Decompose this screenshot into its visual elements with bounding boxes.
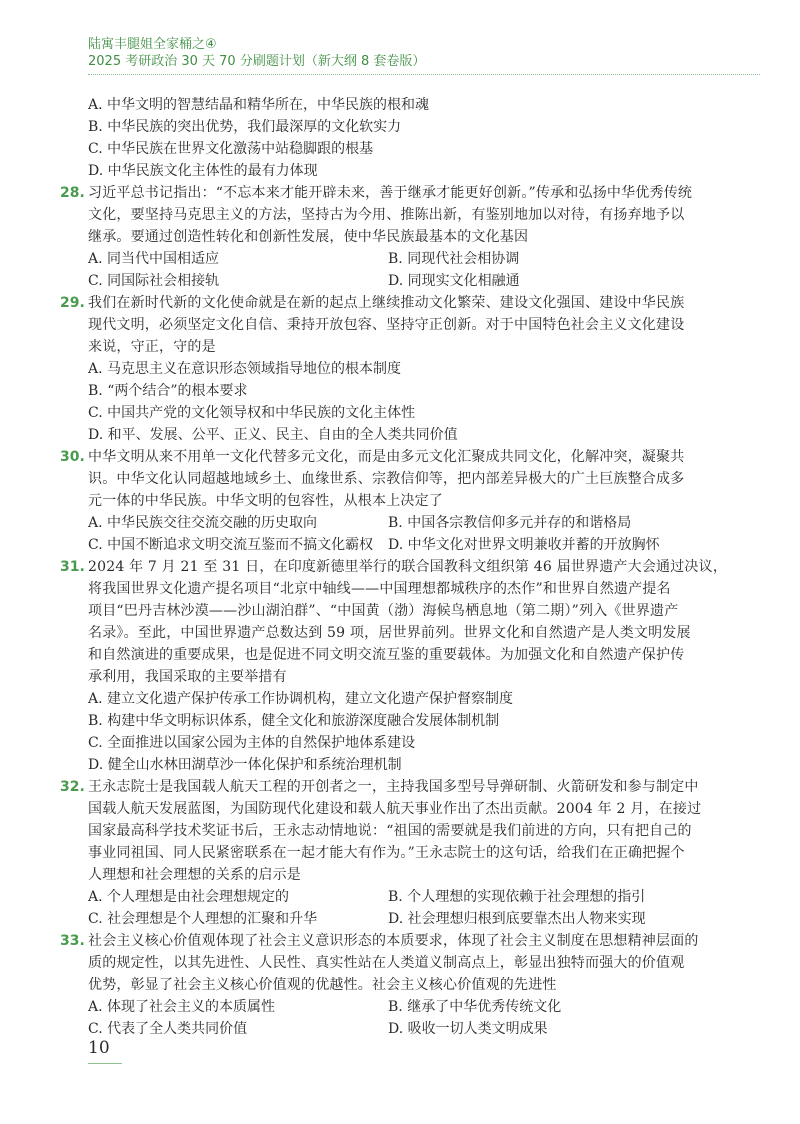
option-b: B. 中国各宗教信仰多元并存的和谐格局 [388, 515, 632, 531]
question-33 [60, 930, 768, 1040]
option-c: C. 中国共产党的文化领导权和中华民族的文化主体性 [88, 405, 416, 421]
option-d: D. 和平、发展、公平、正义、民主、自由的全人类共同价值 [88, 427, 458, 443]
question-number: 29. [60, 295, 85, 311]
question-text-line: 国家最高科学技术奖证书后，王永志动情地说：“祖国的需要就是我们前进的方向，只有把自己的 [88, 823, 692, 839]
question-text-line: 承利用，我国采取的主要举措有 [88, 669, 287, 685]
question-text-line: 社会主义核心价值观体现了社会主义意识形态的本质要求，体现了社会主义制度在思想精神层面的 [88, 933, 699, 949]
page-number: 10 [88, 1038, 110, 1058]
option-a: A. 马克思主义在意识形态领域指导地位的根本制度 [88, 361, 402, 377]
question-number: 31. [60, 559, 85, 575]
question-28 [60, 182, 768, 292]
question-text-line: 识。中华文化认同超越地域乡土、血缘世系、宗教信仰等，把内部差异极大的广土巨族整合成多 [88, 471, 685, 487]
option-a: A. 建立文化遗产保护传承工作协调机构，建立文化遗产保护督察制度 [88, 691, 514, 707]
option-d: D. 中华文化对世界文明兼收并蓄的开放胸怀 [388, 537, 660, 553]
question-31 [60, 556, 768, 776]
prev-question-options [88, 94, 768, 182]
question-text-line: 来说，守正，守的是 [88, 339, 216, 355]
options-grid [88, 248, 768, 292]
page-content [60, 94, 768, 1040]
option-c: C. 中国不断追求文明交流互鉴而不搞文化霸权 [88, 537, 374, 553]
option-d: D. 同现实文化相融通 [388, 273, 520, 289]
question-text-line: 文化，要坚持马克思主义的方法，坚持古为今用、推陈出新，有鉴别地加以对待，有扬弃地予以 [88, 207, 685, 223]
options-grid [88, 996, 768, 1040]
option-b: B. 构建中华文明标识体系，健全文化和旅游深度融合发展体制机制 [88, 713, 500, 729]
question-text-line: 我们在新时代新的文化使命就是在新的起点上继续推动文化繁荣、建设文化强国、建设中华民族 [88, 295, 685, 311]
question-number: 28. [60, 185, 85, 201]
option-d: D. 中华民族文化主体性的最有力体现 [88, 163, 318, 179]
option-d: D. 社会理想归根到底要靠杰出人物来实现 [388, 911, 646, 927]
option-c: C. 同国际社会相接轨 [88, 273, 220, 289]
option-b: B. 继承了中华优秀传统文化 [388, 999, 562, 1015]
question-30 [60, 446, 768, 556]
option-a: A. 同当代中国相适应 [88, 251, 220, 267]
question-text-line: 王永志院士是我国载人航天工程的开创者之一，主持我国多型号导弹研制、火箭研发和参与制定中 [88, 779, 699, 795]
option-c: C. 中华民族在世界文化激荡中站稳脚跟的根基 [88, 141, 374, 157]
question-number: 33. [60, 933, 85, 949]
option-a: A. 体现了社会主义的本质属性 [88, 999, 276, 1015]
option-a: A. 中华民族交往交流交融的历史取向 [88, 515, 318, 531]
option-b: B. 同现代社会相协调 [388, 251, 520, 267]
option-b: B. 中华民族的突出优势，我们最深厚的文化软实力 [88, 119, 402, 135]
question-text-line: 和自然演进的重要成果，也是促进不同文明交流互鉴的重要载体。为加强文化和自然遗产保护传 [88, 647, 685, 663]
question-29 [60, 292, 768, 446]
options-grid [88, 886, 768, 930]
option-b: B. 个人理想的实现依赖于社会理想的指引 [388, 889, 646, 905]
option-c: C. 全面推进以国家公园为主体的自然保护地体系建设 [88, 735, 416, 751]
option-c: C. 代表了全人类共同价值 [88, 1021, 248, 1037]
question-text-line: 现代文明，必须坚定文化自信、秉持开放包容、坚持守正创新。对于中国特色社会主义文化建设 [88, 317, 685, 333]
option-c: C. 社会理想是个人理想的汇聚和升华 [88, 911, 318, 927]
question-text-line: 质的规定性，以其先进性、人民性、真实性站在人类道义制高点上，彰显出独特而强大的价值观 [88, 955, 685, 971]
question-text-line: 将我国世界文化遗产提名项目“北京中轴线——中国理想都城秩序的杰作”和世界自然遗产提名 [88, 581, 671, 597]
page-header [88, 36, 425, 70]
option-a: A. 个人理想是由社会理想规定的 [88, 889, 290, 905]
option-d: D. 健全山水林田湖草沙一体化保护和系统治理机制 [88, 757, 402, 773]
question-number: 30. [60, 449, 85, 465]
book-title: 2025 考研政治 30 天 70 分刷题计划（新大纲 8 套卷版） [88, 54, 426, 69]
header-divider [88, 74, 760, 75]
question-text-line: 名录》。至此，中国世界遗产总数达到 59 项，居世界前列。世界文化和自然遗产是人类文明发展 [88, 625, 691, 641]
question-text-line: 优势，彰显了社会主义核心价值观的优越性。社会主义核心价值观的先进性 [88, 977, 557, 993]
question-32 [60, 776, 768, 930]
question-text-line: 2024 年 7 月 21 至 31 日，在印度新德里举行的联合国教科文组织第 46 届世界遗产大会通过决议， [88, 559, 728, 575]
question-text-line: 继承。要通过创造性转化和创新性发展，使中华民族最基本的文化基因 [88, 229, 529, 245]
options-grid [88, 512, 768, 556]
question-text-line: 习近平总书记指出：“不忘本来才能开辟未来，善于继承才能更好创新。”传承和弘扬中华优秀传统 [88, 185, 693, 201]
series-title: 陆寓丰腿姐全家桶之④ [88, 37, 217, 52]
option-d: D. 吸收一切人类文明成果 [388, 1021, 548, 1037]
question-text-line: 人理想和社会理想的关系的启示是 [88, 867, 301, 883]
page-number-underline [88, 1063, 122, 1064]
question-number: 32. [60, 779, 85, 795]
option-b: B. “两个结合”的根本要求 [88, 383, 248, 399]
question-text-line: 元一体的中华民族。中华文明的包容性，从根本上决定了 [88, 493, 443, 509]
question-text-line: 事业同祖国、同人民紧密联系在一起才能大有作为。”王永志院士的这句话，给我们在正确把握个 [88, 845, 685, 861]
question-text-line: 国载人航天发展蓝图，为国防现代化建设和载人航天事业作出了杰出贡献。2004 年 2 月，在接过 [88, 801, 702, 817]
question-text-line: 项目“巴丹吉林沙漠——沙山湖泊群”、“中国黄（渤）海候鸟栖息地（第二期）”列入《世界遗产 [88, 603, 679, 619]
option-a: A. 中华文明的智慧结晶和精华所在，中华民族的根和魂 [88, 97, 430, 113]
question-text-line: 中华文明从来不用单一文化代替多元文化，而是由多元文化汇聚成共同文化，化解冲突，凝聚共 [88, 449, 685, 465]
